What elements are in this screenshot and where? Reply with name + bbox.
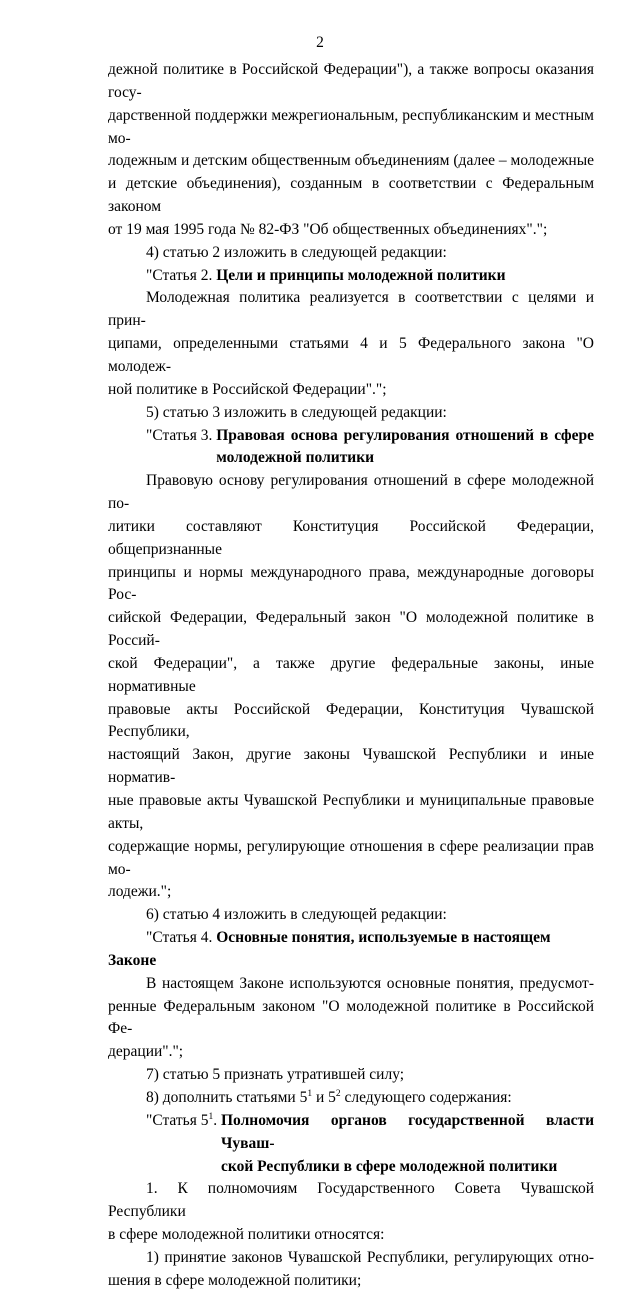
text-line: дарственной поддержки межрегиональным, республиканским и местным мо-: [108, 106, 594, 147]
article-3-title-line-1: Правовая основа регулирования отношений в сфере: [216, 426, 594, 444]
article-5-1-title-line-2: ской Республики в сфере молодежной политики: [221, 1157, 558, 1175]
article-4-prefix: "Статья 4.: [146, 929, 217, 947]
article-2-body: [108, 287, 594, 401]
text-line: ные правовые акты Чувашской Республики и муниципальные правовые акты,: [108, 792, 594, 832]
text-line: ской Федерации", а также другие федеральные законы, иные нормативные: [108, 654, 594, 695]
text-line: Молодежная политика реализуется в соответствии с целями и прин-: [108, 289, 594, 330]
list-item-8-text: следующего содержания:: [340, 1088, 512, 1106]
text-line: и детские объединения), созданным в соответствии с Федеральным законом: [108, 175, 594, 216]
document-body: [108, 59, 594, 1293]
article-5-1-prefix-text: "Статья 5: [146, 1111, 209, 1129]
article-4-title: Основные понятия, используемые в настоящем Законе: [108, 929, 551, 969]
list-item-6: 6) статью 4 изложить в следующей редакции:: [146, 906, 447, 924]
article-5-1-paragraph-2: [108, 1247, 594, 1293]
paragraph-continuation: [108, 59, 594, 242]
article-2-title: Цели и принципы молодежной политики: [216, 266, 506, 284]
superscript: 1: [307, 1088, 313, 1099]
list-item-8: [108, 1087, 594, 1110]
text-line: ной политике в Российской Федерации".";: [108, 380, 387, 398]
list-item-8-text: и 5: [312, 1088, 336, 1106]
article-5-1-paragraph-1: [108, 1178, 594, 1247]
text-line: В настоящем Законе используются основные понятия, предусмот-: [146, 974, 594, 992]
text-line: литики составляют Конституция Российской Федерации, общепризнанные: [108, 517, 594, 558]
text-line: лодежи.";: [108, 883, 172, 901]
text-line: дерации".";: [108, 1043, 184, 1061]
text-line: лодежным и детским общественным объединениям (далее – молодежные: [108, 152, 594, 170]
article-5-1-prefix: [108, 1110, 221, 1179]
article-3-body: [108, 470, 594, 904]
text-line: 1) принятие законов Чувашской Республики, регулирующих отно-: [146, 1248, 594, 1266]
list-item-8-text: 8) дополнить статьями 5: [146, 1088, 308, 1106]
list-item-5: 5) статью 3 изложить в следующей редакции:: [146, 403, 447, 421]
text-line: в сфере молодежной политики относятся:: [108, 1226, 385, 1244]
article-3-prefix: "Статья 3.: [146, 426, 217, 444]
text-line: дежной политике в Российской Федерации"), а также вопросы оказания госу-: [108, 61, 594, 101]
article-4-body: [108, 973, 594, 1064]
article-5-1-title-line-1: Полномочия органов государственной власти Чуваш-: [221, 1111, 594, 1152]
article-5-1-prefix-dot: .: [213, 1111, 221, 1129]
text-line: принципы и нормы международного права, международные договоры Рос-: [108, 563, 594, 604]
article-2-prefix: "Статья 2.: [146, 266, 217, 284]
text-line: Правовую основу регулирования отношений в сфере молодежной по-: [108, 472, 594, 513]
text-line: от 19 мая 1995 года № 82-ФЗ "Об общественных объединениях".";: [108, 220, 548, 238]
text-line: шения в сфере молодежной политики;: [108, 1271, 362, 1289]
text-line: сийской Федерации, Федеральный закон "О молодежной политике в Россий-: [108, 609, 594, 650]
list-item-7: 7) статью 5 признать утратившей силу;: [146, 1066, 405, 1084]
superscript: 2: [335, 1088, 341, 1099]
text-line: 1. К полномочиям Государственного Совета Чувашской Республики: [108, 1180, 594, 1221]
article-2-heading: [108, 265, 594, 288]
text-line: ренные Федеральным законом "О молодежной политике в Российской Фе-: [108, 997, 594, 1038]
article-3-heading: [108, 425, 594, 471]
text-line: ципами, определенными статьями 4 и 5 Федерального закона "О молодеж-: [108, 335, 594, 375]
text-line: настоящий Закон, другие законы Чувашской Республики и иные норматив-: [108, 746, 594, 787]
superscript: 1: [208, 1111, 214, 1122]
text-line: правовые акты Российской Федерации, Конституция Чувашской Республики,: [108, 700, 594, 741]
article-4-heading: [108, 927, 594, 973]
page-number: 2: [316, 34, 324, 51]
article-5-1-heading: [108, 1110, 594, 1179]
text-line: содержащие нормы, регулирующие отношения в сфере реализации прав мо-: [108, 837, 594, 878]
list-item-4: 4) статью 2 изложить в следующей редакции:: [146, 243, 447, 261]
article-3-title-line-2: молодежной политики: [216, 449, 375, 467]
